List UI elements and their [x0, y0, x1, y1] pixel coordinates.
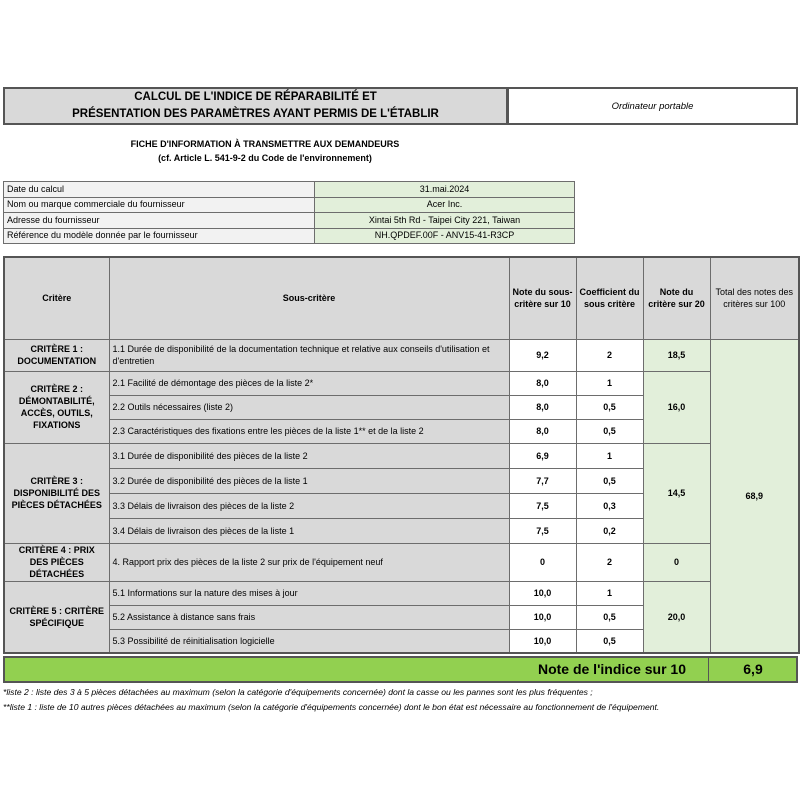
criterion-label: CRITÈRE 1 : DOCUMENTATION: [4, 339, 109, 371]
sub-criterion-coefficient: 1: [576, 581, 643, 605]
info-value: NH.QPDEF.00F - ANV15-41-R3CP: [315, 228, 575, 244]
criterion-score: 16,0: [643, 371, 710, 443]
col-header-note-critere: Note du critère sur 20: [643, 257, 710, 339]
sub-criterion-score: 7,5: [509, 518, 576, 543]
sub-criterion-label: 3.4 Délais de livraison des pièces de la liste 1: [109, 518, 509, 543]
sub-criterion-score: 10,0: [509, 581, 576, 605]
sub-criterion-coefficient: 1: [576, 443, 643, 468]
col-header-coefficient: Coefficient du sous critère: [576, 257, 643, 339]
product-category: Ordinateur portable: [508, 87, 798, 125]
sub-criterion-score: 8,0: [509, 419, 576, 443]
criterion-score: 0: [643, 543, 710, 581]
info-row: [4, 213, 575, 229]
sub-criterion-score: 10,0: [509, 605, 576, 629]
info-label: Adresse du fournisseur: [4, 213, 315, 229]
info-row: [4, 182, 575, 198]
sub-criterion-score: 10,0: [509, 629, 576, 653]
document-title: [3, 87, 508, 125]
info-label: Référence du modèle donnée par le fournisseur: [4, 228, 315, 244]
info-value: 31.mai.2024: [315, 182, 575, 198]
sub-criterion-score: 9,2: [509, 339, 576, 371]
col-header-critere: Critère: [4, 257, 109, 339]
table-row: [4, 543, 799, 581]
criterion-score: 20,0: [643, 581, 710, 653]
final-score-bar: [3, 656, 798, 683]
sub-criterion-coefficient: 1: [576, 371, 643, 395]
title-line-1: CALCUL DE L'INDICE DE RÉPARABILITÉ ET: [134, 91, 377, 103]
sub-criterion-score: 7,5: [509, 493, 576, 518]
sub-criterion-score: 0: [509, 543, 576, 581]
scoring-table: [3, 256, 800, 654]
sub-criterion-label: 3.3 Délais de livraison des pièces de la liste 2: [109, 493, 509, 518]
criterion-score: 18,5: [643, 339, 710, 371]
sub-criterion-coefficient: 2: [576, 339, 643, 371]
col-header-total: Total des notes des critères sur 100: [710, 257, 799, 339]
sub-criterion-label: 3.1 Durée de disponibilité des pièces de la liste 2: [109, 443, 509, 468]
sub-criterion-coefficient: 0,5: [576, 605, 643, 629]
col-header-note-sous-critere: Note du sous-critère sur 10: [509, 257, 576, 339]
final-score-label: Note de l'indice sur 10: [537, 661, 686, 677]
sub-criterion-label: 5.3 Possibilité de réinitialisation logicielle: [109, 629, 509, 653]
footnote-list-2: *liste 2 : liste des 3 à 5 pièces détachées au maximum (selon la catégorie d'équipements concernée) dont la casse ou les pannes sont les plus fréquentes ;: [3, 687, 593, 697]
info-row: [4, 228, 575, 244]
sub-criterion-coefficient: 0,3: [576, 493, 643, 518]
table-row: [4, 339, 799, 371]
sub-criterion-label: 4. Rapport prix des pièces de la liste 2 sur prix de l'équipement neuf: [109, 543, 509, 581]
subtitle-line-2: (cf. Article L. 541-9-2 du Code de l'environnement): [158, 153, 372, 163]
info-row: [4, 197, 575, 213]
info-value: Xintai 5th Rd - Taipei City 221, Taiwan: [315, 213, 575, 229]
sub-criterion-label: 5.1 Informations sur la nature des mises à jour: [109, 581, 509, 605]
sub-criterion-label: 2.3 Caractéristiques des fixations entre les pièces de la liste 1** et de la liste 2: [109, 419, 509, 443]
col-header-sous-critere: Sous-critère: [109, 257, 509, 339]
sub-criterion-score: 7,7: [509, 468, 576, 493]
criterion-label: CRITÈRE 4 : PRIX DES PIÈCES DÉTACHÉES: [4, 543, 109, 581]
sub-criterion-coefficient: 2: [576, 543, 643, 581]
sub-criterion-coefficient: 0,2: [576, 518, 643, 543]
criterion-label: CRITÈRE 5 : CRITÈRE SPÉCIFIQUE: [4, 581, 109, 653]
final-score-value: 6,9: [708, 658, 797, 681]
sub-criterion-coefficient: 0,5: [576, 468, 643, 493]
sub-criterion-label: 1.1 Durée de disponibilité de la documentation technique et relative aux conseils d'utilisation et d'entretien: [109, 339, 509, 371]
sub-criterion-score: 6,9: [509, 443, 576, 468]
title-line-2: PRÉSENTATION DES PARAMÈTRES AYANT PERMIS DE L'ÉTABLIR: [72, 108, 439, 120]
sub-criterion-label: 2.1 Facilité de démontage des pièces de la liste 2*: [109, 371, 509, 395]
form-subtitle: [0, 137, 530, 165]
info-label: Date du calcul: [4, 182, 315, 198]
subtitle-line-1: FICHE D'INFORMATION À TRANSMETTRE AUX DEMANDEURS: [130, 139, 400, 149]
sub-criterion-coefficient: 0,5: [576, 395, 643, 419]
sub-criterion-coefficient: 0,5: [576, 629, 643, 653]
criterion-label: CRITÈRE 3 : DISPONIBILITÉ DES PIÈCES DÉTACHÉES: [4, 443, 109, 543]
sub-criterion-coefficient: 0,5: [576, 419, 643, 443]
footnote-list-1: **liste 1 : liste de 10 autres pièces détachées au maximum (selon la catégorie d'équipements concernée) dont le bon état est nécessaire au fonctionnement de l'équipement.: [3, 702, 660, 712]
sub-criterion-score: 8,0: [509, 395, 576, 419]
sub-criterion-label: 3.2 Durée de disponibilité des pièces de la liste 1: [109, 468, 509, 493]
sub-criterion-label: 2.2 Outils nécessaires (liste 2): [109, 395, 509, 419]
supplier-info-table: [3, 181, 575, 244]
table-row: [4, 371, 799, 395]
criterion-score: 14,5: [643, 443, 710, 543]
total-score: 68,9: [710, 339, 799, 653]
info-label: Nom ou marque commerciale du fournisseur: [4, 197, 315, 213]
table-row: [4, 443, 799, 468]
criterion-label: CRITÈRE 2 : DÉMONTABILITÉ, ACCÈS, OUTILS, FIXATIONS: [4, 371, 109, 443]
table-row: [4, 581, 799, 605]
info-value: Acer Inc.: [315, 197, 575, 213]
sub-criterion-score: 8,0: [509, 371, 576, 395]
header-row: [4, 257, 799, 339]
sub-criterion-label: 5.2 Assistance à distance sans frais: [109, 605, 509, 629]
